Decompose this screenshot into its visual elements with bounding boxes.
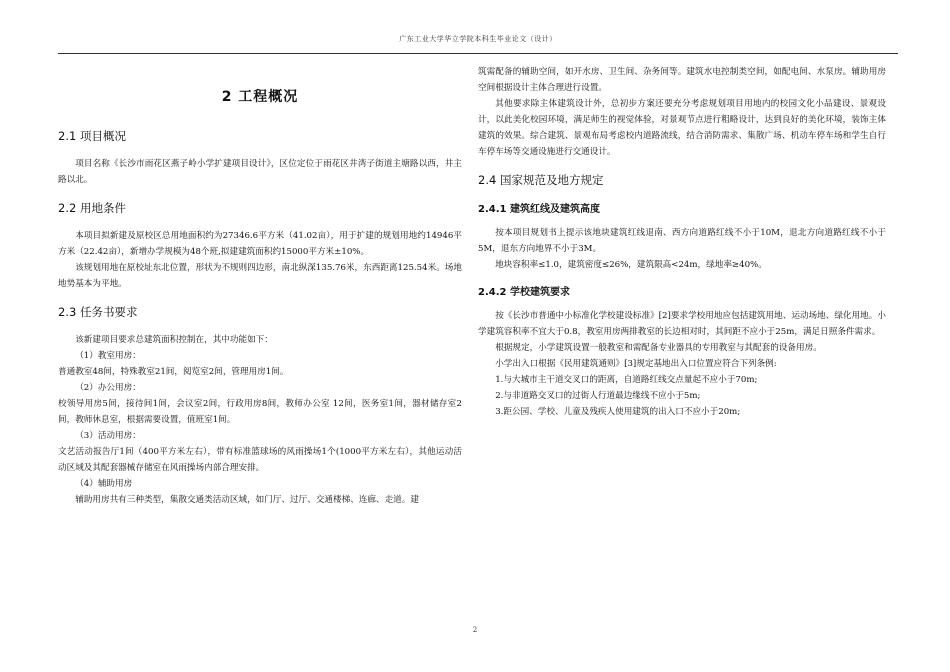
section-2-2-paragraph-2: 该规划用地在原校址东北位置，形状为不规则四边形，南北纵深135.76米，东西距离125.54米。场地地势基本为平地。 [58, 263, 462, 289]
section-2-4-1-paragraph-1: 按本项目规划书上提示该地块建筑红线退南、西方向道路红线不小于10M，退北方向道路红线不小于5M，退东方向地界不小于3M。 [478, 228, 886, 254]
list-item-text: 普通教室48间，特殊教室21间，阅览室2间，管理用房1间。 [58, 367, 289, 377]
rule-item: 3.距公园、学校、儿童及残疾人使用建筑的出入口不应小于20m; [495, 407, 741, 417]
list-item-label: （2）办公用房： [75, 383, 141, 393]
section-2-2-heading: 2.2 用地条件 [58, 201, 126, 215]
page-header: 广东工业大学华立学院本科生毕业论文（设计） [399, 35, 557, 43]
list-item-label: （4）辅助用房 [75, 479, 133, 489]
section-2-2-paragraph-1: 本项目拟新建及原校区总用地面积约为27346.6平方米（41.02亩），用于扩建的规划用地约14946平方米（22.42亩），新增办学规模为48个班,拟建建筑面积约15000平方米±10%。 [58, 231, 462, 257]
rule-item: 1.与大城市主干道交叉口的距离，自道路红线交点量起不应小于70m; [495, 375, 758, 385]
list-item-text: 辅助用房共有三种类型，集散交通类活动区域，如门厅、过厅、交通楼梯、连廊、走道。建 [75, 495, 419, 505]
list-item-label: （3）活动用房： [75, 431, 141, 441]
section-2-4-2-heading: 2.4.2 学校建筑要求 [478, 287, 570, 298]
section-2-4-1-paragraph-2: 地块容积率≤1.0，建筑密度≤26%，建筑限高<24m，绿地率≥40%。 [495, 260, 767, 270]
header-divider [58, 53, 898, 54]
continued-paragraph: 筑需配备的辅助空间，如开水房、卫生间、杂务间等。建筑水电控制类空间，如配电间、水泵房。辅助用房空间根据设计主体合理进行设置。 [478, 67, 886, 93]
section-2-4-2-paragraph-2: 根据规定，小学建筑设置一般教室和需配备专业器具的专用教室与其配套的设备用房。 [495, 343, 822, 353]
page-number: 2 [472, 626, 478, 634]
chapter-title: 2 工程概况 [221, 89, 299, 105]
right-column [478, 64, 886, 420]
section-2-1-heading: 2.1 项目概况 [58, 129, 126, 143]
left-column [58, 76, 462, 508]
list-item-text: 校领导用房5间，接待间1间，会议室2间，行政用房8间，教师办公室 12间，医务室1间，器材储存室2间，教师休息室，根据需要设置，值班室1间。 [58, 399, 462, 425]
section-2-3-intro: 该新建项目要求总建筑面积控制在，其中功能如下： [75, 335, 273, 345]
section-2-4-2-paragraph-1: 按《长沙市普通中小标准化学校建设标准》[2]要求学校用地应包括建筑用地、运动场地、绿化用地。小学建筑容积率不宜大于0.8，教室用房两排教室的长边相对时，其间距不应小于25m，满足日照条件需求。 [478, 311, 886, 337]
section-2-4-2-paragraph-3: 小学出入口根据《民用建筑通则》[3]规定基地出入口位置应符合下列条例: [495, 359, 777, 369]
list-item-text: 文艺活动报告厅1间（400平方米左右），带有标准篮球场的风雨操场1个(1000平方米左右），其他运动活动区域及其配套器械存储室在风雨操场内部合理安排。 [58, 447, 462, 473]
list-item-label: （1）教室用房： [75, 351, 141, 361]
section-2-4-1-heading: 2.4.1 建筑红线及建筑高度 [478, 204, 600, 215]
other-requirements-paragraph: 其他要求除主体建筑设计外，总初步方案还要充分考虑规划项目用地内的校园文化小品建设、景观设计，以此美化校园环境，满足师生的视觉体验，对景观节点进行粗略设计，达到良好的美化环境，装饰主体建筑的效果。综合建筑、景观布局考虑校内道路流线，结合消防需求、集散广场、机动车停车场和学生自行车停车场等交通设施进行交通设计。 [478, 99, 886, 157]
section-2-4-heading: 2.4 国家规范及地方规定 [478, 173, 604, 187]
rule-item: 2.与非道路交叉口的过街人行道最边缘线不应小于5m; [495, 391, 701, 401]
section-2-1-paragraph: 项目名称《长沙市雨花区燕子岭小学扩建项目设计》，区位定位于雨花区井湾子街道主塘路以西，井主路以北。 [58, 159, 462, 185]
section-2-3-heading: 2.3 任务书要求 [58, 305, 138, 319]
